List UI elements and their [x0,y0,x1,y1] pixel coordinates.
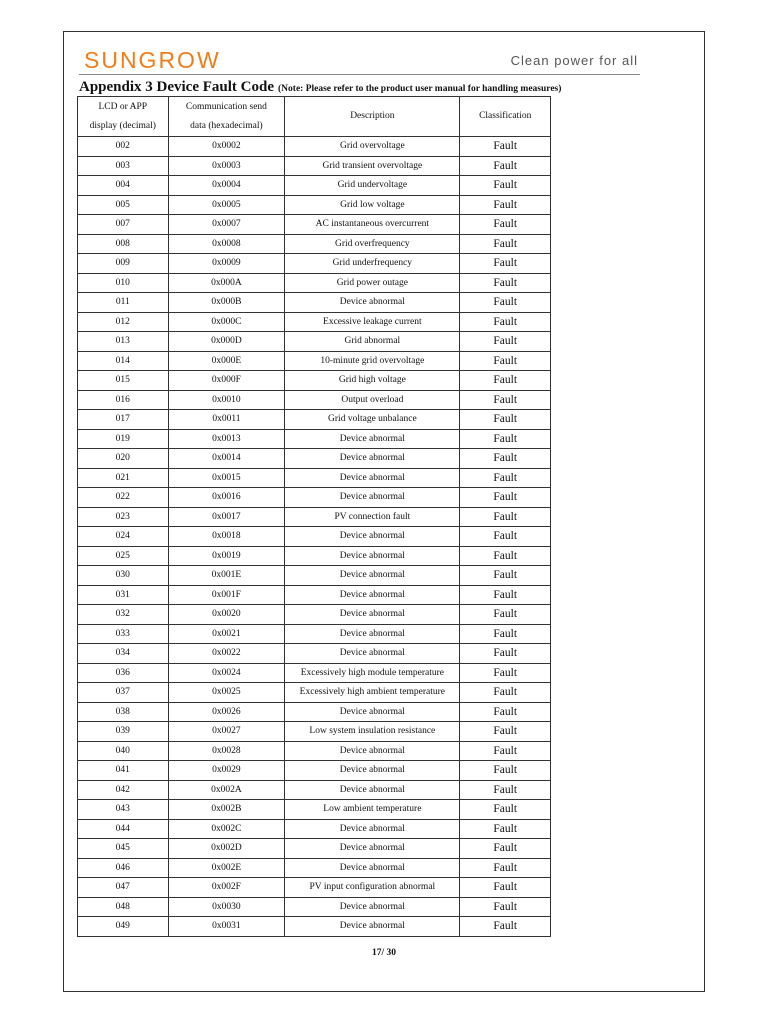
table-row [78,195,551,215]
display-code-cell: 040 [78,741,169,761]
display-code-cell: 030 [78,566,169,586]
hex-code-cell: 0x0024 [168,663,285,683]
hex-code-cell: 0x0028 [168,741,285,761]
description-cell: Grid undervoltage [285,176,460,196]
table-row [78,546,551,566]
display-code-cell: 015 [78,371,169,391]
display-code-cell: 046 [78,858,169,878]
column-header-description: Description [285,97,460,137]
hex-code-cell: 0x002D [168,839,285,859]
classification-cell: Fault [460,449,551,469]
display-code-cell: 042 [78,780,169,800]
table-row [78,351,551,371]
description-cell: Device abnormal [285,605,460,625]
classification-cell: Fault [460,215,551,235]
display-code-cell: 032 [78,605,169,625]
hex-code-cell: 0x0025 [168,683,285,703]
column-header-line: Communication send [185,101,267,112]
display-code-cell: 002 [78,137,169,157]
display-code-cell: 005 [78,195,169,215]
hex-code-cell: 0x0013 [168,429,285,449]
display-code-cell: 037 [78,683,169,703]
classification-cell: Fault [460,878,551,898]
description-cell: Low ambient temperature [285,800,460,820]
hex-code-cell: 0x000E [168,351,285,371]
classification-cell: Fault [460,468,551,488]
description-cell: Device abnormal [285,566,460,586]
column-header-line: data (hexadecimal) [190,120,263,131]
hex-code-cell: 0x0008 [168,234,285,254]
classification-cell: Fault [460,527,551,547]
classification-cell: Fault [460,546,551,566]
display-code-cell: 010 [78,273,169,293]
classification-cell: Fault [460,741,551,761]
hex-code-cell: 0x000A [168,273,285,293]
hex-code-cell: 0x000F [168,371,285,391]
table-row [78,371,551,391]
hex-code-cell: 0x0019 [168,546,285,566]
table-row [78,449,551,469]
table-row [78,780,551,800]
display-code-cell: 020 [78,449,169,469]
display-code-cell: 034 [78,644,169,664]
hex-code-cell: 0x000B [168,293,285,313]
hex-code-cell: 0x0009 [168,254,285,274]
table-row [78,624,551,644]
classification-cell: Fault [460,819,551,839]
column-header-line: LCD or APP [98,101,148,112]
table-row [78,176,551,196]
description-cell: PV connection fault [285,507,460,527]
classification-cell: Fault [460,410,551,430]
table-row [78,917,551,937]
display-code-cell: 004 [78,176,169,196]
display-code-cell: 023 [78,507,169,527]
classification-cell: Fault [460,429,551,449]
column-header-display-code [78,97,169,137]
display-code-cell: 049 [78,917,169,937]
table-row [78,332,551,352]
description-cell: Grid abnormal [285,332,460,352]
table-header-row [78,97,551,137]
description-cell: Low system insulation resistance [285,722,460,742]
hex-code-cell: 0x002C [168,819,285,839]
header-divider [79,74,640,75]
table-row [78,156,551,176]
classification-cell: Fault [460,897,551,917]
description-cell: Device abnormal [285,839,460,859]
hex-code-cell: 0x0030 [168,897,285,917]
display-code-cell: 024 [78,527,169,547]
table-row [78,897,551,917]
description-cell: Device abnormal [285,449,460,469]
classification-cell: Fault [460,761,551,781]
hex-code-cell: 0x0005 [168,195,285,215]
table-row [78,839,551,859]
classification-cell: Fault [460,800,551,820]
classification-cell: Fault [460,234,551,254]
display-code-cell: 047 [78,878,169,898]
classification-cell: Fault [460,332,551,352]
brand-logo: SUNGROW [84,47,221,73]
hex-code-cell: 0x002E [168,858,285,878]
table-row [78,566,551,586]
display-code-cell: 041 [78,761,169,781]
display-code-cell: 012 [78,312,169,332]
display-code-cell: 016 [78,390,169,410]
classification-cell: Fault [460,663,551,683]
classification-cell: Fault [460,390,551,410]
description-cell: AC instantaneous overcurrent [285,215,460,235]
table-row [78,234,551,254]
display-code-cell: 019 [78,429,169,449]
description-cell: Device abnormal [285,917,460,937]
hex-code-cell: 0x0018 [168,527,285,547]
classification-cell: Fault [460,702,551,722]
hex-code-cell: 0x0004 [168,176,285,196]
display-code-cell: 044 [78,819,169,839]
description-cell: Grid voltage unbalance [285,410,460,430]
description-cell: Device abnormal [285,488,460,508]
description-cell: Device abnormal [285,527,460,547]
table-row [78,488,551,508]
hex-code-cell: 0x0020 [168,605,285,625]
classification-cell: Fault [460,312,551,332]
fault-code-table [77,96,551,937]
table-row [78,468,551,488]
table-row [78,254,551,274]
table-row [78,429,551,449]
hex-code-cell: 0x0007 [168,215,285,235]
classification-cell: Fault [460,176,551,196]
table-row [78,644,551,664]
table-body [78,137,551,937]
section-heading [79,78,561,96]
description-cell: Device abnormal [285,761,460,781]
description-cell: Grid overvoltage [285,137,460,157]
classification-cell: Fault [460,858,551,878]
hex-code-cell: 0x0031 [168,917,285,937]
table-row [78,293,551,313]
display-code-cell: 039 [78,722,169,742]
table-row [78,312,551,332]
section-note: (Note: Please refer to the product user manual for handling measures) [278,84,562,94]
display-code-cell: 038 [78,702,169,722]
classification-cell: Fault [460,917,551,937]
table-row [78,137,551,157]
classification-cell: Fault [460,254,551,274]
table-row [78,585,551,605]
description-cell: Grid underfrequency [285,254,460,274]
display-code-cell: 013 [78,332,169,352]
classification-cell: Fault [460,683,551,703]
description-cell: Grid transient overvoltage [285,156,460,176]
table-row [78,215,551,235]
display-code-cell: 008 [78,234,169,254]
hex-code-cell: 0x0017 [168,507,285,527]
hex-code-cell: 0x0029 [168,761,285,781]
description-cell: Device abnormal [285,780,460,800]
display-code-cell: 045 [78,839,169,859]
hex-code-cell: 0x0021 [168,624,285,644]
description-cell: Device abnormal [285,585,460,605]
description-cell: Output overload [285,390,460,410]
hex-code-cell: 0x001F [168,585,285,605]
display-code-cell: 031 [78,585,169,605]
description-cell: Device abnormal [285,858,460,878]
display-code-cell: 043 [78,800,169,820]
description-cell: Excessively high ambient temperature [285,683,460,703]
description-cell: Grid power outage [285,273,460,293]
description-cell: Device abnormal [285,702,460,722]
classification-cell: Fault [460,156,551,176]
column-header-line: display (decimal) [89,120,156,131]
description-cell: Device abnormal [285,546,460,566]
column-header-hex-code [168,97,285,137]
description-cell: Device abnormal [285,819,460,839]
classification-cell: Fault [460,780,551,800]
display-code-cell: 036 [78,663,169,683]
table-row [78,605,551,625]
description-cell: 10-minute grid overvoltage [285,351,460,371]
hex-code-cell: 0x001E [168,566,285,586]
classification-cell: Fault [460,273,551,293]
table-row [78,683,551,703]
hex-code-cell: 0x0014 [168,449,285,469]
page-number: 17/ 30 [371,948,396,958]
classification-cell: Fault [460,644,551,664]
table-row [78,878,551,898]
display-code-cell: 014 [78,351,169,371]
hex-code-cell: 0x002B [168,800,285,820]
section-title: Appendix 3 Device Fault Code [79,79,274,95]
classification-cell: Fault [460,371,551,391]
hex-code-cell: 0x0022 [168,644,285,664]
hex-code-cell: 0x0027 [168,722,285,742]
description-cell: Excessive leakage current [285,312,460,332]
description-cell: Device abnormal [285,897,460,917]
hex-code-cell: 0x0011 [168,410,285,430]
table-row [78,761,551,781]
table-row [78,663,551,683]
classification-cell: Fault [460,137,551,157]
hex-code-cell: 0x0010 [168,390,285,410]
display-code-cell: 048 [78,897,169,917]
description-cell: Device abnormal [285,741,460,761]
display-code-cell: 011 [78,293,169,313]
hex-code-cell: 0x000C [168,312,285,332]
description-cell: Device abnormal [285,468,460,488]
classification-cell: Fault [460,351,551,371]
display-code-cell: 009 [78,254,169,274]
description-cell: PV input configuration abnormal [285,878,460,898]
table-row [78,741,551,761]
hex-code-cell: 0x0026 [168,702,285,722]
display-code-cell: 021 [78,468,169,488]
table-row [78,819,551,839]
description-cell: Excessively high module temperature [285,663,460,683]
table-row [78,390,551,410]
display-code-cell: 017 [78,410,169,430]
classification-cell: Fault [460,585,551,605]
display-code-cell: 022 [78,488,169,508]
description-cell: Device abnormal [285,429,460,449]
description-cell: Device abnormal [285,624,460,644]
display-code-cell: 007 [78,215,169,235]
table-row [78,722,551,742]
table-row [78,702,551,722]
description-cell: Device abnormal [285,293,460,313]
description-cell: Grid overfrequency [285,234,460,254]
hex-code-cell: 0x002A [168,780,285,800]
table-row [78,858,551,878]
description-cell: Grid high voltage [285,371,460,391]
classification-cell: Fault [460,488,551,508]
display-code-cell: 025 [78,546,169,566]
display-code-cell: 033 [78,624,169,644]
table-row [78,527,551,547]
classification-cell: Fault [460,566,551,586]
hex-code-cell: 0x002F [168,878,285,898]
classification-cell: Fault [460,722,551,742]
brand-tagline: Clean power for all [510,53,638,68]
hex-code-cell: 0x0002 [168,137,285,157]
hex-code-cell: 0x0015 [168,468,285,488]
column-header-classification: Classification [460,97,551,137]
hex-code-cell: 0x0003 [168,156,285,176]
table-row [78,800,551,820]
hex-code-cell: 0x000D [168,332,285,352]
classification-cell: Fault [460,195,551,215]
display-code-cell: 003 [78,156,169,176]
classification-cell: Fault [460,624,551,644]
description-cell: Device abnormal [285,644,460,664]
classification-cell: Fault [460,605,551,625]
table-row [78,507,551,527]
classification-cell: Fault [460,293,551,313]
table-row [78,273,551,293]
classification-cell: Fault [460,839,551,859]
description-cell: Grid low voltage [285,195,460,215]
table-row [78,410,551,430]
classification-cell: Fault [460,507,551,527]
hex-code-cell: 0x0016 [168,488,285,508]
